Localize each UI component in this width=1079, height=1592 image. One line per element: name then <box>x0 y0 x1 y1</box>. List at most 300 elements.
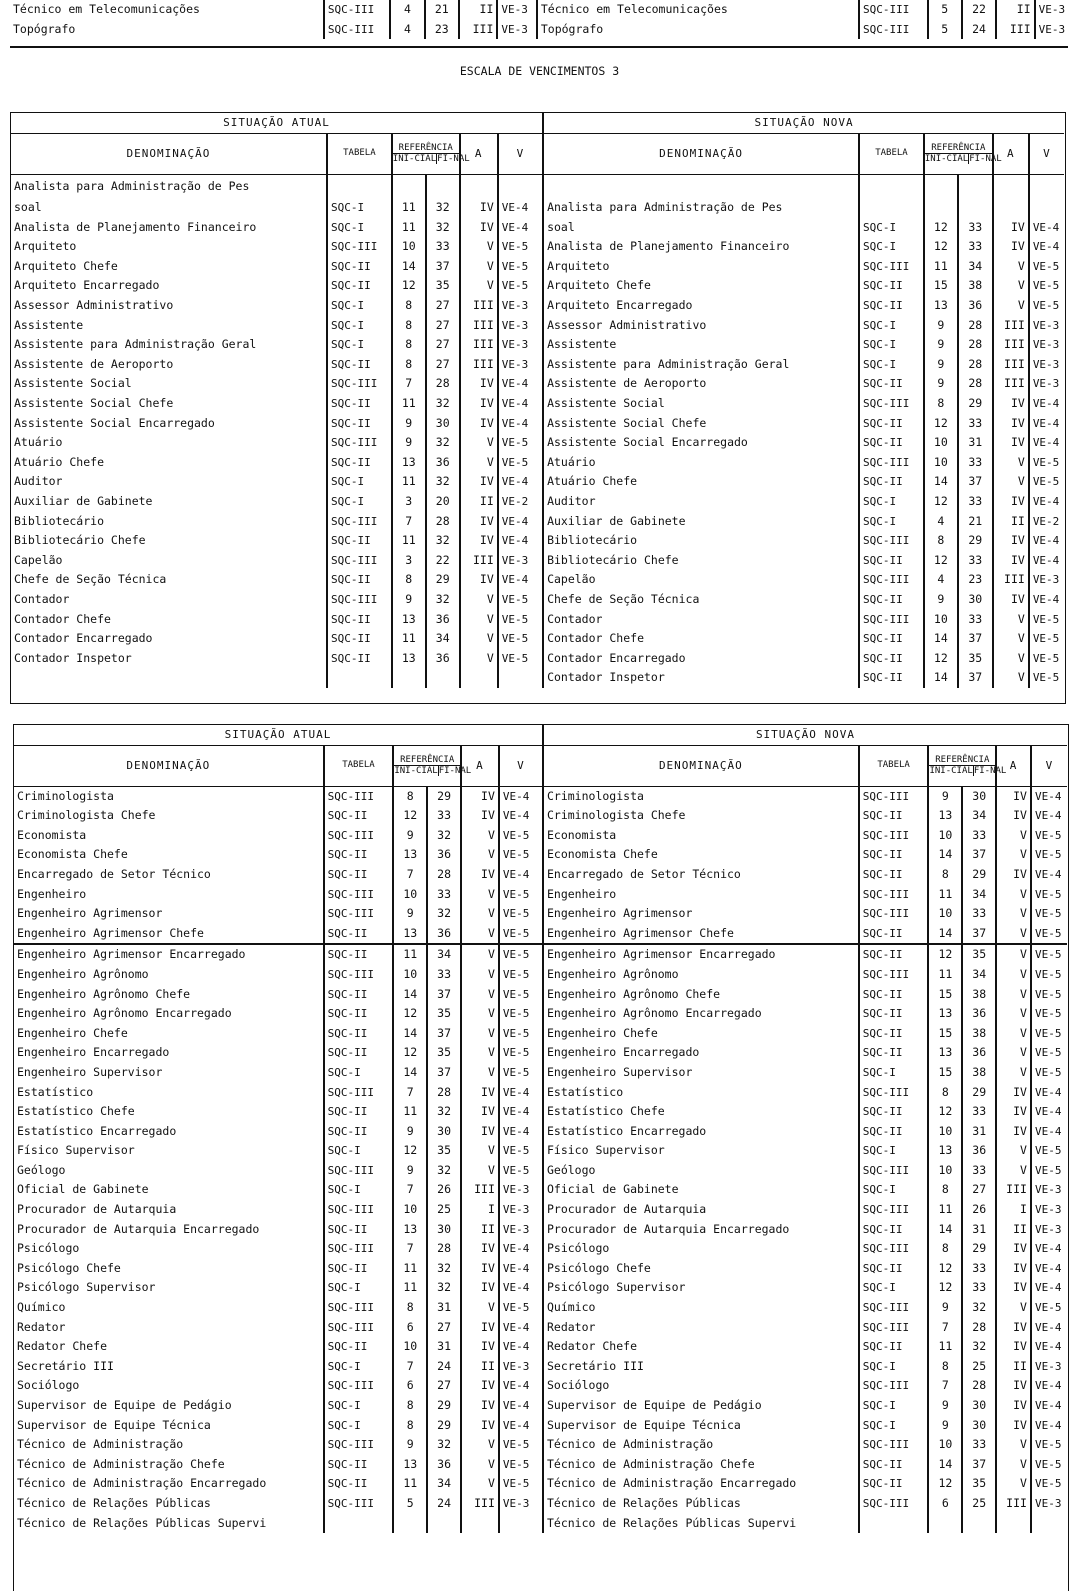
cell-atual-v: VE-5 <box>498 590 543 610</box>
table-row <box>14 965 1067 985</box>
cell-nova-denominacao <box>543 174 859 198</box>
header-situacao-atual: SITUAÇÃO ATUAL <box>11 113 543 133</box>
cell-atual-tabela: SQC-III <box>324 1376 394 1396</box>
cell-atual-a: III <box>460 335 498 355</box>
cell-nova-denominacao: Redator Chefe <box>546 1339 637 1354</box>
cell-atual-v: VE-4 <box>499 1239 543 1259</box>
cell-atual-v: VE-2 <box>498 492 543 512</box>
cell-atual-denominacao: soal <box>14 200 42 215</box>
cell-atual-ref-final: 27 <box>426 335 460 355</box>
cell-nova-denominacao: Auxiliar de Gabinete <box>547 513 686 528</box>
cell-atual-a: IV <box>461 1122 499 1142</box>
table-row <box>11 374 1064 394</box>
cell-nova-ref-inicial: 11 <box>924 257 958 277</box>
table-row <box>14 885 1067 905</box>
cell-nova-tabela <box>859 198 924 218</box>
top-fragment-table <box>10 0 1068 39</box>
cell-atual-a: IV <box>460 570 498 590</box>
table-row <box>14 1043 1067 1063</box>
cell-atual-ref-inicial: 11 <box>392 394 426 414</box>
cell-nova-ref-final: 33 <box>962 1435 996 1455</box>
cell-atual-denominacao: Engenheiro Agrônomo Chefe <box>17 986 191 1001</box>
cell-atual-ref-final: 27 <box>427 1376 461 1396</box>
cell-atual-ref-final: 28 <box>427 1239 461 1259</box>
cell-atual-ref-final: 35 <box>427 1141 461 1161</box>
cell-atual-a: I <box>461 1200 499 1220</box>
cell-atual-denominacao: Redator <box>17 1319 66 1334</box>
cell-nova-tabela: SQC-II <box>859 985 929 1005</box>
cell-nova-tabela: SQC-III <box>859 0 928 20</box>
cell-atual-denominacao: Procurador de Autarquia <box>17 1202 177 1217</box>
header-v: V <box>498 133 543 174</box>
cell-nova-denominacao: Engenheiro Agrimensor Encarregado <box>543 944 859 965</box>
cell-nova-ref-inicial: 8 <box>924 531 958 551</box>
cell-atual-denominacao: Engenheiro Chefe <box>17 1025 128 1040</box>
table-row <box>14 1102 1067 1122</box>
cell-nova-v: VE-3 <box>1031 1494 1067 1514</box>
cell-nova-tabela: SQC-II <box>859 551 924 571</box>
cell-nova-a: IV <box>996 1337 1031 1357</box>
cell-nova-ref-inicial: 10 <box>924 433 958 453</box>
cell-nova-v: VE-4 <box>1029 218 1064 238</box>
cell-nova-a: IV <box>996 1416 1031 1436</box>
cell-nova-denominacao: Engenheiro Agrônomo Encarregado <box>546 1006 762 1021</box>
cell-atual-a: V <box>461 1024 499 1044</box>
cell-nova-a: V <box>993 629 1029 649</box>
cell-atual-ref-inicial: 11 <box>393 944 427 965</box>
table-row <box>11 531 1064 551</box>
cell-atual-a: IV <box>461 806 499 826</box>
cell-atual-ref-final: 22 <box>426 551 460 571</box>
cell-nova-v: VE-3 <box>1029 374 1064 394</box>
cell-nova-ref-final: 31 <box>962 1220 996 1240</box>
cell-nova-a: V <box>996 1161 1031 1181</box>
cell-atual-a: V <box>460 433 498 453</box>
cell-nova-tabela: SQC-I <box>859 1063 929 1083</box>
cell-nova-denominacao: Técnico de Administração Chefe <box>546 1456 755 1471</box>
cell-atual-a: V <box>460 257 498 277</box>
cell-atual-denominacao: Assistente Social Encarregado <box>14 415 215 430</box>
header-a-2: A <box>461 745 499 786</box>
cell-atual-denominacao: Bibliotecário Chefe <box>14 533 146 548</box>
table-row <box>11 335 1064 355</box>
cell-atual-a: III <box>460 355 498 375</box>
cell-atual-ref-inicial: 13 <box>392 453 426 473</box>
cell-nova-ref-final: 33 <box>958 453 993 473</box>
cell-atual-a: III <box>459 20 497 40</box>
cell-nova-ref-inicial: 9 <box>924 316 958 336</box>
cell-nova-v: VE-5 <box>1031 1298 1067 1318</box>
table-row <box>14 1259 1067 1279</box>
cell-atual-a: IV <box>461 1102 499 1122</box>
cell-nova-v: VE-5 <box>1031 1161 1067 1181</box>
cell-nova-a: IV <box>993 218 1029 238</box>
cell-nova-ref-final: 22 <box>962 0 996 20</box>
cell-atual-ref-final: 29 <box>427 1416 461 1436</box>
cell-atual-v: VE-5 <box>498 453 543 473</box>
cell-nova-ref-final: 37 <box>962 924 996 945</box>
cell-atual-v: VE-5 <box>499 965 543 985</box>
cell-nova-ref-final: 33 <box>962 1259 996 1279</box>
header-v-nova-2: V <box>1031 745 1067 786</box>
cell-atual-tabela: SQC-III <box>324 1161 394 1181</box>
cell-nova-denominacao: Supervisor de Equipe de Pedágio <box>546 1398 762 1412</box>
cell-nova-v: VE-3 <box>1029 355 1064 375</box>
cell-atual-v: VE-5 <box>499 826 543 846</box>
cell-atual-ref-final: 32 <box>427 826 461 846</box>
cell-atual-ref-final: 36 <box>426 610 460 630</box>
cell-nova-a: V <box>996 924 1031 945</box>
cell-atual-v: VE-5 <box>499 944 543 965</box>
cell-nova-ref-inicial: 12 <box>928 944 962 965</box>
cell-nova-ref-inicial: 13 <box>928 806 962 826</box>
table-row <box>14 1024 1067 1044</box>
cell-nova-denominacao: Procurador de Autarquia <box>546 1202 707 1217</box>
cell-atual-denominacao: Assistente de Aeroporto <box>14 356 174 371</box>
cell-atual-ref-final: 31 <box>427 1337 461 1357</box>
cell-nova-tabela: SQC-II <box>859 1043 929 1063</box>
cell-atual-ref-inicial: 13 <box>393 1220 427 1240</box>
cell-atual-ref-inicial: 9 <box>393 904 427 924</box>
cell-atual-denominacao: Engenheiro Supervisor <box>17 1064 163 1079</box>
cell-atual-ref-final: 28 <box>427 865 461 885</box>
cell-nova-denominacao: Encarregado de Setor Técnico <box>546 866 741 881</box>
cell-atual-denominacao: Contador Chefe <box>14 611 111 626</box>
cell-nova-ref-inicial: 12 <box>924 218 958 238</box>
cell-atual-denominacao: Analista para Administração de Pes <box>14 178 250 193</box>
scale-title: ESCALA DE VENCIMENTOS 3 <box>459 64 620 78</box>
cell-atual-tabela: SQC-II <box>324 1043 394 1063</box>
cell-nova-a: V <box>996 845 1031 865</box>
cell-atual-a: V <box>461 826 499 846</box>
cell-atual-a: IV <box>461 1337 499 1357</box>
cell-atual-a: V <box>461 885 499 905</box>
cell-nova-denominacao: Engenheiro Encarregado <box>546 1045 700 1060</box>
cell-atual-ref-inicial: 12 <box>393 1004 427 1024</box>
cell-nova-denominacao: Arquiteto <box>547 258 610 273</box>
cell-nova-ref-final: 25 <box>962 1357 996 1377</box>
header-tabela-nova: TABELA <box>859 133 924 174</box>
cell-nova-v: VE-4 <box>1031 1122 1067 1142</box>
cell-atual-denominacao: Bibliotecário <box>14 513 105 528</box>
cell-nova-tabela: SQC-II <box>859 296 924 316</box>
cell-nova-a: V <box>996 1043 1031 1063</box>
cell-nova-ref-final: 33 <box>962 826 996 846</box>
cell-nova-a: IV <box>993 433 1029 453</box>
cell-atual-ref-final: 30 <box>427 1220 461 1240</box>
cell-nova-v: VE-3 <box>1031 1180 1067 1200</box>
cell-atual-ref-inicial: 8 <box>393 786 427 806</box>
cell-nova-denominacao: Oficial de Gabinete <box>546 1182 679 1197</box>
cell-atual-v: VE-5 <box>499 985 543 1005</box>
cell-atual-v: VE-4 <box>499 806 543 826</box>
cell-nova-v: VE-5 <box>1029 296 1064 316</box>
cell-atual-tabela: SQC-II <box>327 531 392 551</box>
cell-nova-ref-inicial: 13 <box>924 296 958 316</box>
cell-atual-tabela: SQC-III <box>324 0 391 20</box>
cell-nova-ref-inicial: 8 <box>928 1083 962 1103</box>
cell-atual-a: V <box>460 453 498 473</box>
cell-nova-ref-final: 37 <box>958 629 993 649</box>
cell-nova-tabela: SQC-III <box>859 257 924 277</box>
cell-atual-tabela: SQC-II <box>327 394 392 414</box>
cell-nova-v: VE-4 <box>1031 1102 1067 1122</box>
cell-nova-ref-final: 37 <box>962 1455 996 1475</box>
cell-atual-ref-final: 35 <box>427 1004 461 1024</box>
cell-nova-tabela: SQC-I <box>859 355 924 375</box>
cell-nova-ref-final: 38 <box>958 276 993 296</box>
cell-nova-tabela: SQC-III <box>859 1376 929 1396</box>
cell-nova-denominacao: Engenheiro Agrimensor <box>546 906 693 921</box>
cell-atual-v: VE-3 <box>499 1220 543 1240</box>
cell-nova-ref-final: 30 <box>962 786 996 806</box>
cell-nova-ref-inicial: 9 <box>924 590 958 610</box>
cell-nova-denominacao: Arquiteto Chefe <box>547 278 651 293</box>
cell-nova-v: VE-5 <box>1031 1043 1067 1063</box>
cell-atual-ref-final <box>426 174 460 198</box>
cell-nova-ref-inicial: 4 <box>924 512 958 532</box>
cell-nova-tabela: SQC-II <box>859 1122 929 1142</box>
cell-atual-ref-inicial: 8 <box>393 1298 427 1318</box>
cell-nova-denominacao: Auditor <box>547 494 596 508</box>
cell-atual-v: VE-4 <box>498 198 543 218</box>
cell-atual-ref-inicial: 14 <box>392 257 426 277</box>
cell-atual-denominacao: Assessor Administrativo <box>14 298 174 313</box>
cell-atual-ref-final: 29 <box>426 570 460 590</box>
cell-nova-ref-inicial <box>924 174 958 198</box>
cell-atual-tabela: SQC-III <box>324 1494 394 1514</box>
cell-nova-denominacao: Psicólogo Chefe <box>546 1260 651 1275</box>
cell-atual-ref-inicial: 11 <box>393 1102 427 1122</box>
cell-atual-v: VE-3 <box>499 1180 543 1200</box>
cell-atual-v: VE-5 <box>499 885 543 905</box>
cell-nova-v: VE-5 <box>1031 1474 1067 1494</box>
cell-nova-ref-final: 28 <box>962 1318 996 1338</box>
cell-nova-denominacao: Assistente Social Encarregado <box>547 435 748 450</box>
cell-nova-denominacao: Psicólogo <box>546 1241 610 1256</box>
cell-nova-ref-inicial: 14 <box>924 472 958 492</box>
cell-nova-ref-final: 31 <box>958 433 993 453</box>
cell-atual-tabela: SQC-I <box>327 335 392 355</box>
table-row <box>14 944 1067 965</box>
cell-nova-ref-inicial: 6 <box>928 1494 962 1514</box>
cell-nova-a: V <box>996 1141 1031 1161</box>
cell-atual-a <box>460 668 498 688</box>
cell-atual-tabela <box>324 1514 394 1534</box>
cell-nova-denominacao: Procurador de Autarquia Encarregado <box>546 1221 790 1236</box>
cell-atual-v: VE-4 <box>498 570 543 590</box>
cell-atual-tabela: SQC-I <box>324 1063 394 1083</box>
cell-nova-a: V <box>993 610 1029 630</box>
table-row <box>11 198 1064 218</box>
cell-nova-tabela: SQC-II <box>859 433 924 453</box>
header-referencia-nova: REFERÊNCIA INI-CIAL FI-NAL <box>924 133 993 174</box>
cell-nova-ref-inicial: 8 <box>928 1239 962 1259</box>
cell-nova-a: IV <box>996 865 1031 885</box>
cell-nova-v: VE-4 <box>1029 394 1064 414</box>
table-row <box>11 472 1064 492</box>
cell-nova-ref-inicial: 12 <box>924 237 958 257</box>
cell-atual-denominacao: Engenheiro Agrimensor <box>17 906 163 921</box>
cell-nova-ref-inicial: 10 <box>928 826 962 846</box>
cell-atual-a: II <box>459 0 497 20</box>
cell-atual-tabela: SQC-II <box>327 276 392 296</box>
cell-nova-v: VE-5 <box>1031 1004 1067 1024</box>
cell-nova-v: VE-5 <box>1031 1063 1067 1083</box>
cell-atual-ref-inicial: 14 <box>393 985 427 1005</box>
cell-atual-a: V <box>461 1298 499 1318</box>
cell-atual-v: VE-3 <box>498 551 543 571</box>
cell-nova-tabela: SQC-III <box>859 1083 929 1103</box>
cell-atual-ref-inicial: 8 <box>392 316 426 336</box>
table-row <box>10 20 1068 40</box>
cell-nova-ref-final: 32 <box>962 1298 996 1318</box>
table-row <box>11 355 1064 375</box>
cell-atual-ref-inicial: 11 <box>392 629 426 649</box>
cell-atual-ref-inicial: 12 <box>393 1043 427 1063</box>
header-referencia-nova-2: REFERÊNCIA INI-CIAL FI-NAL <box>928 745 996 786</box>
cell-nova-denominacao: Analista para Administração de Pes <box>547 200 783 215</box>
cell-atual-ref-inicial: 8 <box>393 1416 427 1436</box>
cell-atual-tabela: SQC-III <box>324 1318 394 1338</box>
cell-nova-tabela: SQC-II <box>859 1220 929 1240</box>
table-row <box>14 806 1067 826</box>
cell-nova-a: V <box>993 668 1029 688</box>
cell-atual-v: VE-4 <box>498 531 543 551</box>
cell-atual-a: IV <box>460 531 498 551</box>
cell-nova-denominacao: Sociólogo <box>546 1378 610 1393</box>
cell-nova-denominacao: Psicólogo Supervisor <box>546 1280 686 1295</box>
cell-atual-denominacao: Procurador de Autarquia Encarregado <box>17 1221 260 1236</box>
cell-nova-ref-final: 33 <box>958 414 993 434</box>
cell-nova-tabela: SQC-III <box>859 904 929 924</box>
cell-atual-tabela: SQC-II <box>327 414 392 434</box>
cell-nova-ref-inicial: 10 <box>924 453 958 473</box>
cell-atual-tabela: SQC-III <box>327 551 392 571</box>
cell-nova-ref-final: 37 <box>958 668 993 688</box>
cell-nova-denominacao: Contador Chefe <box>547 631 644 646</box>
cell-nova-ref-final: 36 <box>958 296 993 316</box>
cell-nova-v: VE-5 <box>1031 1141 1067 1161</box>
cell-nova-ref-inicial: 9 <box>924 335 958 355</box>
cell-atual-denominacao: Contador Inspetor <box>14 650 132 665</box>
cell-nova-tabela: SQC-I <box>859 492 924 512</box>
cell-nova-ref-inicial: 13 <box>928 1141 962 1161</box>
table-2 <box>14 725 1067 1533</box>
header-situacao-nova-2: SITUAÇÃO NOVA <box>543 725 1067 745</box>
cell-nova-a: IV <box>993 414 1029 434</box>
cell-atual-tabela: SQC-III <box>327 512 392 532</box>
cell-nova-ref-inicial: 5 <box>928 20 962 40</box>
cell-atual-a <box>461 1514 499 1534</box>
cell-atual-denominacao: Engenheiro Agrimensor Encarregado <box>14 944 324 965</box>
cell-nova-a: IV <box>996 1396 1031 1416</box>
cell-nova-denominacao: Físico Supervisor <box>546 1143 665 1158</box>
cell-atual-ref-final: 29 <box>427 786 461 806</box>
cell-nova-a: V <box>996 826 1031 846</box>
cell-atual-tabela: SQC-II <box>324 1220 394 1240</box>
cell-atual-tabela: SQC-II <box>327 453 392 473</box>
cell-atual-tabela: SQC-I <box>324 1396 394 1416</box>
cell-nova-ref-inicial: 14 <box>928 1455 962 1475</box>
cell-nova-ref-inicial: 14 <box>928 924 962 945</box>
cell-atual-ref-inicial <box>393 1514 427 1534</box>
cell-atual-ref-final: 32 <box>426 394 460 414</box>
cell-nova-ref-inicial: 9 <box>928 1298 962 1318</box>
cell-nova-ref-final: 28 <box>962 1376 996 1396</box>
cell-atual-ref-final: 20 <box>426 492 460 512</box>
cell-nova-ref-inicial: 10 <box>924 610 958 630</box>
cell-nova-a <box>993 174 1029 198</box>
cell-atual-tabela: SQC-II <box>324 806 394 826</box>
cell-nova-denominacao: Estatístico <box>546 1084 624 1099</box>
cell-atual-tabela <box>327 668 392 688</box>
cell-atual-ref-inicial: 12 <box>393 1141 427 1161</box>
cell-nova-tabela: SQC-II <box>859 649 924 669</box>
cell-nova-ref-inicial: 10 <box>928 1161 962 1181</box>
cell-atual-v: VE-5 <box>498 433 543 453</box>
cell-nova-ref-final: 33 <box>958 492 993 512</box>
cell-atual-v: VE-4 <box>499 1416 543 1436</box>
cell-atual-v: VE-4 <box>499 1122 543 1142</box>
cell-nova-tabela: SQC-II <box>859 865 929 885</box>
cell-nova-ref-inicial: 14 <box>924 668 958 688</box>
cell-atual-ref-inicial: 11 <box>392 472 426 492</box>
cell-atual-denominacao: Criminologista <box>17 788 114 803</box>
cell-atual-denominacao: Engenheiro Agrônomo Encarregado <box>17 1006 232 1021</box>
cell-nova-denominacao: Bibliotecário <box>547 533 638 548</box>
cell-nova-ref-final: 35 <box>962 944 996 965</box>
cell-nova-a: IV <box>996 1239 1031 1259</box>
cell-atual-a: V <box>461 1141 499 1161</box>
cell-nova-a: III <box>996 20 1034 40</box>
cell-atual-tabela: SQC-II <box>324 924 394 945</box>
table-row <box>14 1376 1067 1396</box>
cell-atual-denominacao: Engenheiro Agrimensor Chefe <box>17 925 204 940</box>
cell-nova-tabela: SQC-I <box>859 316 924 336</box>
cell-atual-tabela: SQC-III <box>324 1298 394 1318</box>
cell-atual-a: IV <box>461 865 499 885</box>
cell-atual-ref-final: 28 <box>426 512 460 532</box>
cell-atual-ref-inicial: 9 <box>392 590 426 610</box>
cell-atual-ref-inicial: 5 <box>393 1494 427 1514</box>
cell-atual-ref-final: 25 <box>427 1200 461 1220</box>
cell-nova-denominacao: Economista <box>546 827 617 842</box>
cell-nova-a: II <box>996 1220 1031 1240</box>
cell-nova-tabela: SQC-III <box>859 1239 929 1259</box>
header-v-nova: V <box>1029 133 1064 174</box>
cell-nova-v: VE-4 <box>1029 237 1064 257</box>
cell-atual-ref-inicial: 13 <box>393 924 427 945</box>
header-a: A <box>460 133 498 174</box>
cell-atual-ref-final: 32 <box>427 904 461 924</box>
cell-nova-ref-inicial <box>928 1514 962 1534</box>
cell-atual-a: IV <box>461 1416 499 1436</box>
cell-nova-ref-final: 34 <box>962 885 996 905</box>
cell-atual-v: VE-4 <box>498 414 543 434</box>
cell-atual-denominacao: Atuário <box>14 435 63 450</box>
cell-nova-v: VE-4 <box>1031 1083 1067 1103</box>
cell-atual-a: IV <box>460 198 498 218</box>
table-row <box>14 1396 1067 1416</box>
cell-atual-ref-inicial: 4 <box>390 20 424 40</box>
cell-nova-v: VE-5 <box>1031 904 1067 924</box>
cell-nova-a: V <box>996 1063 1031 1083</box>
cell-nova-v: VE-4 <box>1031 1318 1067 1338</box>
cell-atual-ref-inicial: 10 <box>393 885 427 905</box>
cell-atual-tabela: SQC-II <box>324 1024 394 1044</box>
table-row <box>11 570 1064 590</box>
